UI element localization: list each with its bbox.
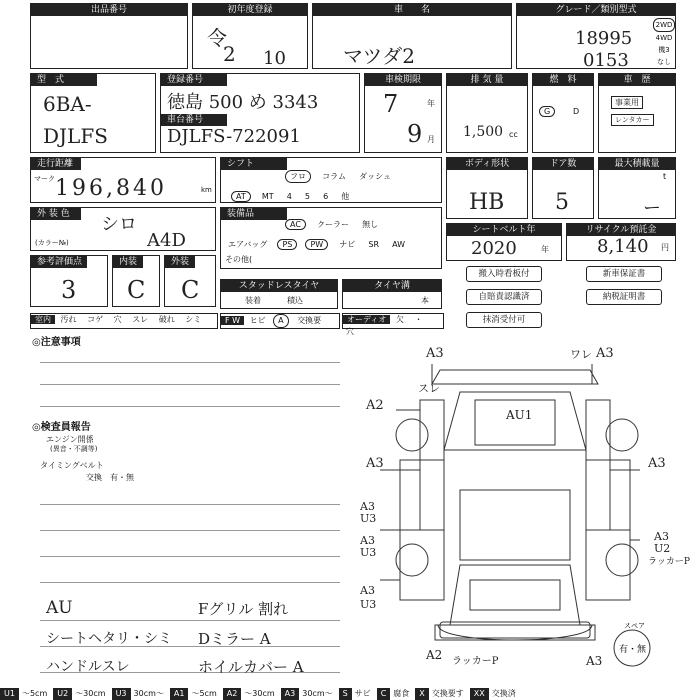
- car-name-value: マツダ2: [343, 44, 415, 68]
- legend-label: ～5cm: [191, 689, 217, 698]
- note-line-6: [40, 556, 340, 557]
- notes-label: ◎注意事項: [32, 337, 81, 348]
- mileage-box: [30, 157, 216, 203]
- equipment-box: [220, 207, 442, 269]
- mark-front-scuff: スレ: [418, 382, 440, 395]
- eval-box: [30, 255, 108, 307]
- body-type-value: HB: [469, 190, 505, 215]
- equip-airbag: エアバッグ: [228, 240, 268, 249]
- studless-label: スタッドレスタイヤ: [221, 280, 337, 292]
- front-bumper: [432, 370, 598, 384]
- drive-2wd: 2WD: [653, 18, 675, 32]
- legend-code: S: [339, 688, 352, 700]
- legend-code: X: [415, 688, 428, 700]
- exterior-box: [164, 255, 216, 307]
- remark-2-left: シートヘタリ・シミ: [46, 631, 172, 647]
- displacement-unit: cc: [509, 130, 518, 139]
- doc-cancel-button: 抹消受付可: [466, 312, 542, 328]
- shift-6: 6: [323, 192, 329, 201]
- model-type-line1: 6BA-: [43, 92, 92, 116]
- first-reg-month: 10: [263, 48, 286, 69]
- doors-box: [532, 157, 594, 219]
- legend-code: C: [377, 688, 391, 700]
- car-name-box: [312, 3, 512, 69]
- seatbelt-label: シートベルト年: [447, 224, 561, 236]
- interior-cond-row: [30, 313, 218, 329]
- equip-ac: AC: [285, 219, 306, 230]
- inspection-label: 車検期限: [365, 74, 441, 86]
- mark-rear-right: A3: [654, 530, 669, 543]
- displacement-label: 排 気 量: [447, 74, 527, 86]
- cond-burn: コゲ: [87, 315, 104, 324]
- mark-fender-left: A2: [366, 398, 384, 413]
- recycle-box: [566, 223, 676, 261]
- mark-rear-fender-left: A3: [360, 534, 375, 547]
- shift-types: [285, 164, 396, 183]
- seatbelt-box: [446, 223, 562, 261]
- fuel-label: 燃 料: [533, 74, 593, 86]
- shift-floor: フロ: [285, 170, 311, 183]
- timing-label: タイミングベルト: [40, 461, 104, 470]
- note-line-5: [40, 530, 340, 531]
- mark-quarter-left-u: U3: [360, 598, 377, 611]
- mark-front-crack: ワレ: [570, 348, 592, 361]
- mileage-label: 走行距離: [31, 158, 81, 170]
- inspection-month: 9: [407, 120, 423, 148]
- grade-box: [516, 3, 676, 69]
- legend-label: 30cm～: [133, 689, 164, 698]
- fw-a: A: [273, 314, 288, 328]
- grade-line2: 0153: [583, 50, 629, 71]
- eval-value: 3: [61, 276, 77, 304]
- tire-box: [342, 279, 442, 309]
- capacity-label: 最大積載量: [599, 158, 675, 170]
- mark-quarter-left: A3: [360, 584, 375, 597]
- note-line-1: [40, 362, 340, 363]
- rear-plate-area: [470, 580, 560, 610]
- exterior-label: 外装: [165, 256, 195, 268]
- doc-sign-button: 搬入時看板付: [466, 266, 542, 282]
- inspection-box: [364, 73, 442, 153]
- equipment-row2: [225, 232, 410, 251]
- capacity-box: [598, 157, 676, 219]
- model-type-label: 型 式: [31, 74, 97, 86]
- legend-label: 30cm～: [302, 689, 333, 698]
- shift-other: 他: [341, 192, 350, 201]
- drive-options: [653, 18, 675, 68]
- mark-door-right: A3: [648, 456, 666, 471]
- tire-label: タイヤ溝: [343, 280, 441, 292]
- color-code: A4D: [147, 230, 186, 251]
- note-line-3: [40, 406, 340, 407]
- engine-sub: (異音・不調等): [50, 445, 98, 453]
- legend-label: 交換済: [491, 689, 516, 698]
- mark-hood: AU1: [506, 408, 533, 422]
- shift-at: AT: [231, 191, 251, 202]
- studless-box: [220, 279, 338, 309]
- legend-label: ～30cm: [75, 689, 106, 698]
- inspection-year-unit: 年: [427, 99, 435, 108]
- drive-opt4: なし: [657, 58, 671, 66]
- color-code-label: (カラー№): [35, 239, 69, 247]
- mark-front-right: A3: [596, 346, 614, 361]
- studless-loaded: 積込: [287, 296, 303, 305]
- chassis-number-value: DJLFS-722091: [167, 126, 301, 147]
- studless-mounted: 装着: [245, 296, 261, 305]
- spare-label: スペア: [624, 622, 645, 630]
- roof-panel: [460, 490, 570, 560]
- doors-label: ドア数: [533, 158, 593, 170]
- wheel-rear-left: [396, 544, 428, 576]
- spare-value: 有・無: [619, 645, 647, 655]
- wheel-front-right: [606, 419, 638, 451]
- equip-other: その他(: [225, 255, 253, 264]
- legend-label: 交換要す: [431, 689, 464, 698]
- equip-pw: PW: [305, 239, 328, 250]
- cond-scuff: スレ: [132, 315, 149, 324]
- tire-unit: 本: [421, 296, 429, 305]
- interior-cond-label: 室内: [31, 315, 55, 324]
- interior-box: [112, 255, 160, 307]
- reg-number-box: [160, 73, 360, 153]
- legend-label: ～5cm: [21, 689, 48, 698]
- recycle-value: 8,140: [597, 236, 649, 257]
- first-reg-year: 2: [223, 42, 236, 66]
- fuel-diesel: D: [573, 107, 580, 116]
- equipment-label: 装備品: [221, 208, 287, 220]
- remark-1-right: Fグリル 割れ: [198, 600, 289, 618]
- legend-code: XX: [470, 688, 489, 700]
- legend-label: ～30cm: [244, 689, 275, 698]
- damage-legend: [0, 688, 700, 700]
- color-box: [30, 207, 216, 251]
- mark-rear-right-lacquer: ラッカーP: [648, 557, 690, 567]
- history-label: 車 歴: [599, 74, 675, 86]
- mark-rear-bumper-left: A2: [426, 648, 443, 662]
- mileage-mark: マーク: [34, 175, 55, 183]
- doors-value: 5: [555, 190, 569, 215]
- mark-rear-door-left: A3: [360, 500, 375, 513]
- car-name-label: 車 名: [313, 4, 511, 16]
- equip-sr: SR: [368, 240, 380, 249]
- first-reg-label: 初年度登録: [193, 4, 307, 16]
- color-label: 外 装 色: [31, 208, 81, 220]
- shift-4: 4: [286, 192, 292, 201]
- model-type-line2: DJLFS: [43, 124, 108, 148]
- exterior-value: C: [181, 276, 200, 304]
- mileage-value: 196,840: [55, 176, 167, 201]
- recycle-unit: 円: [661, 243, 669, 252]
- legend-label: 腐食: [393, 689, 410, 698]
- car-diagram: [340, 340, 680, 685]
- history-rental: レンタカー: [611, 114, 654, 126]
- color-value: シロ: [101, 214, 137, 235]
- engine-label: エンジン開係: [46, 435, 94, 444]
- mark-rear-bumper-lacquer: ラッカーP: [452, 656, 499, 667]
- body-type-label: ボディ形状: [447, 158, 527, 170]
- audio-missing: 欠: [395, 315, 404, 324]
- audio-hole: 穴: [346, 327, 354, 336]
- legend-code: U2: [53, 688, 72, 700]
- grade-line1: 18995: [575, 28, 633, 49]
- shift-label: シフト: [221, 158, 287, 170]
- doc-warranty-button: 新車保証書: [586, 266, 662, 282]
- fw-label: F W: [221, 316, 244, 325]
- timing-options: 交換 有・無: [86, 473, 134, 482]
- note-line-2: [40, 384, 340, 385]
- cond-stain: シミ: [185, 315, 202, 324]
- cond-dirt: 汚れ: [60, 315, 77, 324]
- model-type-box: [30, 73, 156, 153]
- lot-number-box: [30, 3, 188, 69]
- first-reg-box: [192, 3, 308, 69]
- displacement-box: [446, 73, 528, 153]
- audio-label: オーディオ: [343, 315, 390, 324]
- history-business: 事業用: [611, 96, 643, 109]
- grade-label: グレード／類別型式: [517, 4, 675, 16]
- audio-row: [342, 313, 444, 336]
- reg-number-label: 登録番号: [161, 74, 227, 86]
- lot-number-label: 出品番号: [31, 4, 187, 16]
- cond-tear: 破れ: [158, 315, 175, 324]
- mileage-unit: km: [201, 186, 212, 194]
- recycle-label: リサイクル預託金: [567, 224, 675, 236]
- equipment-row1: [285, 212, 383, 231]
- mark-rear-door-left-u: U3: [360, 512, 377, 525]
- doc-tax-button: 納税証明書: [586, 289, 662, 305]
- legend-label: サビ: [354, 689, 371, 698]
- equip-none: 無し: [362, 220, 379, 229]
- fw-crack: ヒビ: [249, 316, 266, 325]
- cond-hole: 穴: [113, 315, 122, 324]
- equip-navi: ナビ: [339, 240, 356, 249]
- remark-1-left: AU: [46, 598, 73, 618]
- remark-3-right: ホイルカバー A: [198, 658, 304, 676]
- note-line-7: [40, 582, 340, 583]
- capacity-value: ー: [643, 198, 661, 219]
- chassis-number-label: 車台番号: [161, 114, 227, 126]
- fuel-gasoline: G: [539, 106, 555, 117]
- doc-insurance-button: 自賠責認識済: [466, 289, 542, 305]
- equip-ps: PS: [277, 239, 297, 250]
- displacement-value: 1,500: [463, 124, 504, 140]
- hood-panel: [475, 400, 555, 445]
- shift-5: 5: [304, 192, 311, 201]
- inspector-label: ◎検査員報告: [32, 422, 91, 433]
- first-reg-era: 令: [207, 26, 227, 50]
- fw-replace: 交換要: [297, 316, 322, 325]
- drive-opt3: 機3: [658, 46, 670, 54]
- note-line-4: [40, 504, 340, 505]
- interior-value: C: [127, 276, 146, 304]
- inspection-year: 7: [383, 90, 399, 118]
- mark-door-left: A3: [366, 456, 384, 471]
- wheel-rear-right: [606, 544, 638, 576]
- right-fender: [586, 400, 610, 530]
- legend-code: A1: [170, 688, 189, 700]
- eval-label: 参考評価点: [31, 256, 87, 268]
- seatbelt-value: 2020: [471, 238, 517, 259]
- mark-rear-left-u: U3: [360, 546, 377, 559]
- note-line-8: [40, 620, 340, 621]
- shift-dash: ダッシュ: [359, 172, 391, 181]
- shift-box: [220, 157, 442, 203]
- remark-3-left: ハンドルスレ: [46, 659, 130, 675]
- legend-code: A3: [281, 688, 300, 700]
- lower-bumper: [440, 622, 590, 638]
- legend-code: U1: [0, 688, 19, 700]
- shift-column: コラム: [322, 172, 347, 181]
- drive-4wd: 4WD: [655, 34, 673, 42]
- history-box: [598, 73, 676, 153]
- capacity-unit: t: [663, 172, 667, 181]
- mark-rear-bumper-right: A3: [586, 654, 603, 668]
- legend-code: U3: [112, 688, 131, 700]
- wheel-front-left: [396, 419, 428, 451]
- equip-aw: AW: [392, 240, 406, 249]
- shift-mt: MT: [261, 192, 274, 201]
- legend-code: A2: [223, 688, 242, 700]
- inspection-month-unit: 月: [427, 135, 435, 144]
- left-fender: [420, 400, 444, 530]
- audio-dot: ・: [414, 315, 423, 324]
- fw-row: [220, 313, 340, 329]
- fuel-box: [532, 73, 594, 153]
- remark-2-right: Dミラー A: [198, 630, 271, 648]
- mark-rear-right-u: U2: [654, 542, 671, 555]
- body-type-box: [446, 157, 528, 219]
- reg-number-value: 徳島 500 め 3343: [167, 92, 319, 113]
- leader-lines: [380, 364, 640, 580]
- mark-front-left: A3: [426, 346, 444, 361]
- shift-gears: [231, 184, 354, 203]
- seatbelt-unit: 年: [541, 245, 549, 254]
- interior-label: 内装: [113, 256, 143, 268]
- equip-cooler: クーラー: [317, 220, 350, 229]
